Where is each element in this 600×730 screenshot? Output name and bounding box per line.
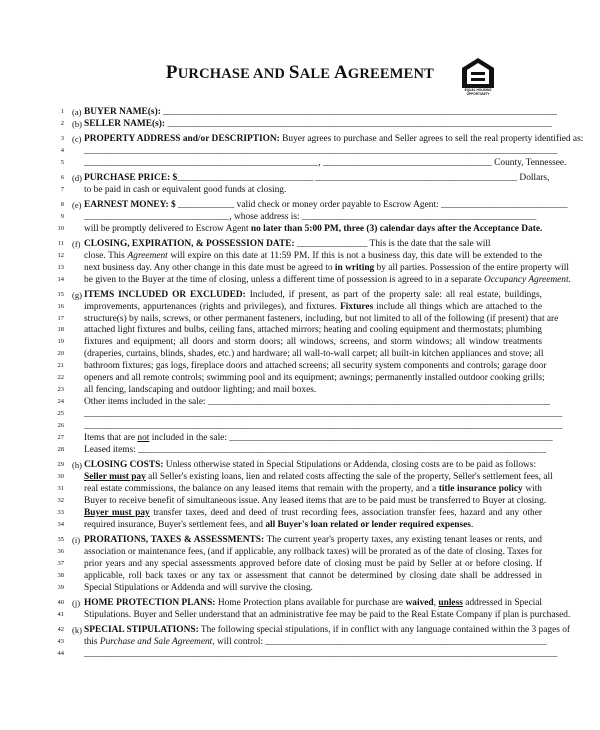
line-number: 17 [57,314,64,322]
line-3 [0,133,600,145]
line-text: CLOSING, EXPIRATION, & POSSESSION DATE: _______________ This is the date that the sale will [84,238,491,249]
line-text: EARNEST MONEY: $ ____________ valid check or money order payable to Escrow Agent: ___________________________ [84,199,568,210]
line-31 [0,483,600,495]
line-20 [0,348,600,360]
line-text: all fencing, landscaping and outdoor lighting; and mail boxes. [84,385,317,396]
line-12 [0,250,600,262]
line-number: 29 [57,461,64,469]
line-29 [0,459,600,471]
line-16 [0,301,600,313]
line-number: 16 [57,302,64,310]
line-number: 34 [57,521,64,528]
line-text: attached light fixtures and bulbs, ceiling fans, attached mirrors; heating and cooling equipment and thermostats; plumbing [84,325,542,336]
line-37 [0,558,600,570]
line-text: Buyer must pay transfer taxes, deed and deed of trust recording fees, association transfer fees, hazard and any other [84,508,542,519]
line-number: 19 [57,338,64,346]
line-text: BUYER NAME(s): ____________________________________________________________________________________ [84,107,557,117]
line-17 [0,313,600,325]
line-number: 27 [57,434,64,442]
line-text: real estate commissions, the balance on any leased items that remain with the property, and a title insurance policy with [84,484,542,495]
line-41 [0,609,600,621]
line-text: close. This Agreement will expire on this date at 11:59 PM. If this is not a business day, this date will be extended to the [84,250,542,261]
line-text: _____________________________________________________________________________________________________ [84,648,558,659]
line-number: 8 [60,200,64,208]
line-number: 36 [57,547,64,555]
line-25 [0,408,600,420]
line-number: 26 [57,422,64,430]
line-text: HOME PROTECTION PLANS: Home Protection plans available for purchase are waived, unless addressed in Special [84,597,542,608]
line-number: 13 [57,263,64,271]
line-text: ______________________________________________________________________________________________________ [84,409,563,420]
line-text: Buyer to receive benefit of simultaneous issue. Any leased items that are to be paid must be transferred to Buyer at closing. [84,496,547,507]
line-number: 32 [57,497,64,505]
section-marker: (c) [72,133,82,144]
line-number: 2 [60,119,64,127]
line-number: 37 [57,559,64,567]
line-text: will be promptly delivered to Escrow Agent no later than 5:00 PM, three (3) calendar days after the Acceptance Date. [84,223,543,234]
equal-housing-label: EQUAL HOUSING OPPORTUNITY [464,88,492,96]
line-number: 38 [57,571,64,579]
line-number: 41 [57,610,64,618]
line-4 [0,145,600,157]
line-text: PURCHASE PRICE: $_____________________________ ___________________________________________ Dollars, [84,172,550,183]
line-21 [0,360,600,372]
line-19 [0,336,600,348]
section-marker: (k) [72,624,82,635]
line-number: 40 [57,598,64,606]
line-number: 6 [60,173,64,181]
line-23 [0,384,600,396]
line-5 [0,157,600,169]
line-number: 42 [57,625,64,633]
line-text: association or maintenance fees, (and if applicable, any rollback taxes) will be prorated as of the date of closing. Taxes for [84,546,543,557]
line-number: 39 [57,583,64,591]
line-text: (draperies, curtains, blinds, shades, etc.) and hardware; all wall-to-wall carpet; all built-in kitchen appliances and stove; all [84,349,544,360]
line-text: improvements, appurtenances (rights and privileges), and fixtures. Fixtures include all things which are attached to the [84,301,542,312]
line-text: Items that are not included in the sale: _____________________________________________________________________ [84,433,553,444]
line-13 [0,262,600,274]
line-40 [0,597,600,609]
line-number: 11 [57,239,64,247]
line-text: openers and all remote controls; swimming pool and its equipment; awnings; permanently installed outdoor cooking grills; [84,373,545,384]
line-number: 28 [57,446,64,454]
line-text: __________________________________________________, ____________________________________ County, Tennessee. [84,157,567,168]
line-number: 7 [60,185,64,193]
line-text: SELLER NAME(s): __________________________________________________________________________________ [84,118,552,129]
line-text: PRORATIONS, TAXES & ASSESSMENTS: The current year's property taxes, any existing tenant leases or rents, and [84,534,542,545]
line-text: be given to the Buyer at the time of closing, unless a different time of possession is agreed to in a separate Occupancy Agreement. [84,274,571,285]
line-number: 43 [57,637,64,645]
line-number: 4 [60,146,64,154]
line-text: prior years and any special assessments approved before date of closing must be paid by Seller at or before closing. If [84,558,542,569]
line-10 [0,223,600,235]
line-number: 12 [57,251,64,259]
line-number: 35 [57,535,64,543]
line-text: to be paid in cash or equivalent good funds at closing. [84,184,287,195]
line-1 [0,106,600,118]
section-marker: (d) [72,172,82,183]
line-number: 30 [57,473,64,481]
line-35 [0,534,600,546]
line-text: Seller must pay all Seller's existing loans, lien and related costs affecting the sale of the property, Seller's settlement fees, all [84,472,553,483]
line-number: 5 [60,158,64,166]
section-marker: (a) [72,107,82,117]
line-number: 22 [57,374,64,382]
section-marker: (h) [72,460,82,471]
line-26 [0,420,600,432]
line-33 [0,507,600,519]
line-18 [0,324,600,336]
line-text: fixtures and equipment; all doors and storm doors; all windows, screens, and storm windows; all window treatments [84,337,542,348]
line-38 [0,570,600,582]
line-number: 14 [57,275,64,283]
line-43 [0,636,600,648]
line-34 [0,519,600,531]
section-marker: (i) [72,534,81,545]
line-number: 25 [57,410,64,418]
line-text: _____________________________________________________________________________________________________ [84,145,558,156]
line-27 [0,432,600,444]
line-15 [0,289,600,301]
line-number: 31 [57,485,64,493]
line-number: 1 [60,108,64,115]
line-32 [0,495,600,507]
document-title: PURCHASE AND SALE AGREEMENT [165,62,435,83]
line-text: structure(s) by nails, screws, or other permanent fasteners, including, but not limited to all of the following (if present) that are [84,313,559,324]
line-number: 10 [57,224,64,232]
line-39 [0,582,600,594]
line-number: 20 [57,350,64,358]
line-number: 3 [60,134,64,142]
section-marker: (e) [72,199,82,210]
line-text: SPECIAL STIPULATIONS: The following special stipulations, if in conflict with any language contained within the 3 pages of [84,624,571,635]
section-marker: (b) [72,118,82,129]
section-marker: (f) [72,238,81,249]
line-36 [0,546,600,558]
line-7 [0,184,600,196]
line-24 [0,396,600,408]
line-number: 23 [57,386,64,394]
line-22 [0,372,600,384]
line-9 [0,211,600,223]
line-28 [0,444,600,456]
line-text: ITEMS INCLUDED OR EXCLUDED: Included, if present, as part of the property sale: all real estate, buildings, [84,289,542,300]
line-text: Stipulations. Buyer and Seller understand that an administrative fee may be paid to the Real Estate Company if plan is purchased. [84,609,571,620]
line-14 [0,274,600,286]
section-marker: (j) [72,597,81,608]
line-text: Other items included in the sale: _________________________________________________________________________ [84,397,551,408]
line-number: 18 [57,326,64,334]
line-44 [0,648,600,660]
line-text: PROPERTY ADDRESS and/or DESCRIPTION: Buyer agrees to purchase and Seller agrees to sell the real property identified as: [84,133,584,144]
line-number: 24 [57,398,64,406]
line-text: next business day. Any other change in this date must be agreed to in writing by all parties. Possession of the entire property will [84,262,569,273]
line-text: this Purchase and Sale Agreement, will control: ____________________________________________________________ [84,636,547,647]
line-text: CLOSING COSTS: Unless otherwise stated in Special Stipulations or Addenda, closing costs are to be paid as follows: [84,460,537,471]
line-number: 9 [60,212,64,220]
line-11 [0,238,600,250]
line-number: 44 [57,649,64,657]
line-30 [0,471,600,483]
line-text: required insurance, Buyer's settlement fees, and all Buyer's loan related or lender required expenses. [84,520,474,530]
line-text: _______________________________, whose address is: __________________________________________________ [84,211,537,222]
line-text: ______________________________________________________________________________________________________ [84,421,563,432]
line-number: 33 [57,509,64,517]
section-marker: (g) [72,289,82,300]
line-number: 15 [57,290,64,298]
line-text: Special Stipulations or Addenda and will survive the closing. [84,582,313,593]
line-number: 21 [57,362,64,370]
line-8 [0,199,600,211]
line-text: applicable, roll back taxes or any tax or assessment that cannot be determined by closing date shall be addressed in [84,570,542,581]
line-42 [0,624,600,636]
line-2 [0,118,600,130]
line-6 [0,172,600,184]
line-text: bathroom fixtures; gas logs, fireplace doors and attached screens; all security system components and controls; garage door [84,361,547,372]
line-text: Leased items: _______________________________________________________________________________________ [84,445,546,456]
